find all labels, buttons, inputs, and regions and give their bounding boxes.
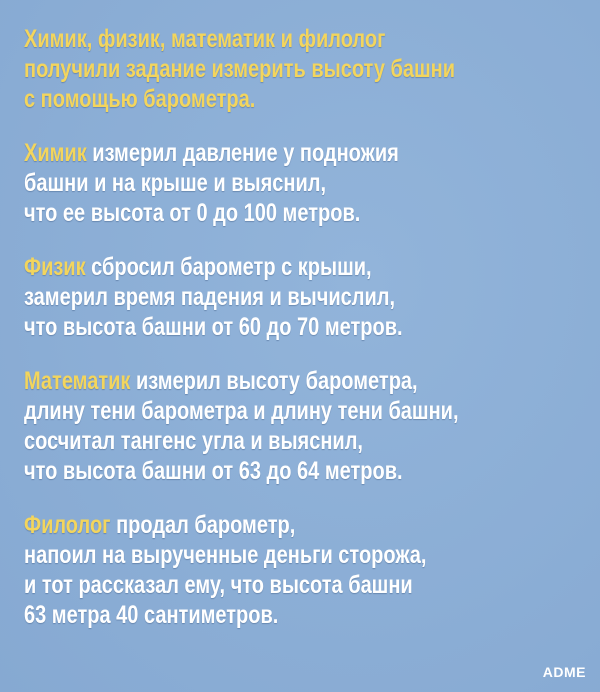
intro-paragraph xyxy=(24,24,584,114)
text-line: башни и на крыше и выяснил, xyxy=(24,169,327,197)
joke-text xyxy=(24,24,584,654)
text-line: замерил время падения и вычислил, xyxy=(24,283,396,311)
physicist-label: Физик xyxy=(24,253,86,281)
text-line: что высота башни от 60 до 70 метров. xyxy=(24,313,403,341)
text-segment: сбросил барометр с крыши, xyxy=(85,253,372,281)
intro-line: получили задание измерить высоту башни xyxy=(24,55,456,83)
text-line: сосчитал тангенс угла и выяснил, xyxy=(24,427,363,455)
mathematician-paragraph xyxy=(24,366,584,486)
text-line: напоил на вырученные деньги сторожа, xyxy=(24,541,427,569)
text-line xyxy=(24,138,584,168)
philologist-label: Филолог xyxy=(24,511,111,539)
text-line: что высота башни от 63 до 64 метров. xyxy=(24,457,403,485)
text-segment: измерил высоту барометра, xyxy=(130,367,418,395)
philologist-paragraph xyxy=(24,510,584,630)
chemist-paragraph xyxy=(24,138,584,228)
text-line: и тот рассказал ему, что высота башни xyxy=(24,571,413,599)
text-segment: продал барометр, xyxy=(110,511,296,539)
intro-line: Химик, физик, математик и филолог xyxy=(24,25,386,53)
text-line: что ее высота от 0 до 100 метров. xyxy=(24,199,361,227)
intro-line: с помощью барометра. xyxy=(24,85,256,113)
text-line xyxy=(24,510,584,540)
text-line xyxy=(24,366,584,396)
mathematician-label: Математик xyxy=(24,367,131,395)
chemist-label: Химик xyxy=(24,139,87,167)
physicist-paragraph xyxy=(24,252,584,342)
adme-logo: ADME xyxy=(542,664,586,680)
text-line xyxy=(24,252,584,282)
text-line: длину тени барометра и длину тени башни, xyxy=(24,397,459,425)
text-line: 63 метра 40 сантиметров. xyxy=(24,601,279,629)
text-segment: измерил давление у подножия xyxy=(86,139,399,167)
